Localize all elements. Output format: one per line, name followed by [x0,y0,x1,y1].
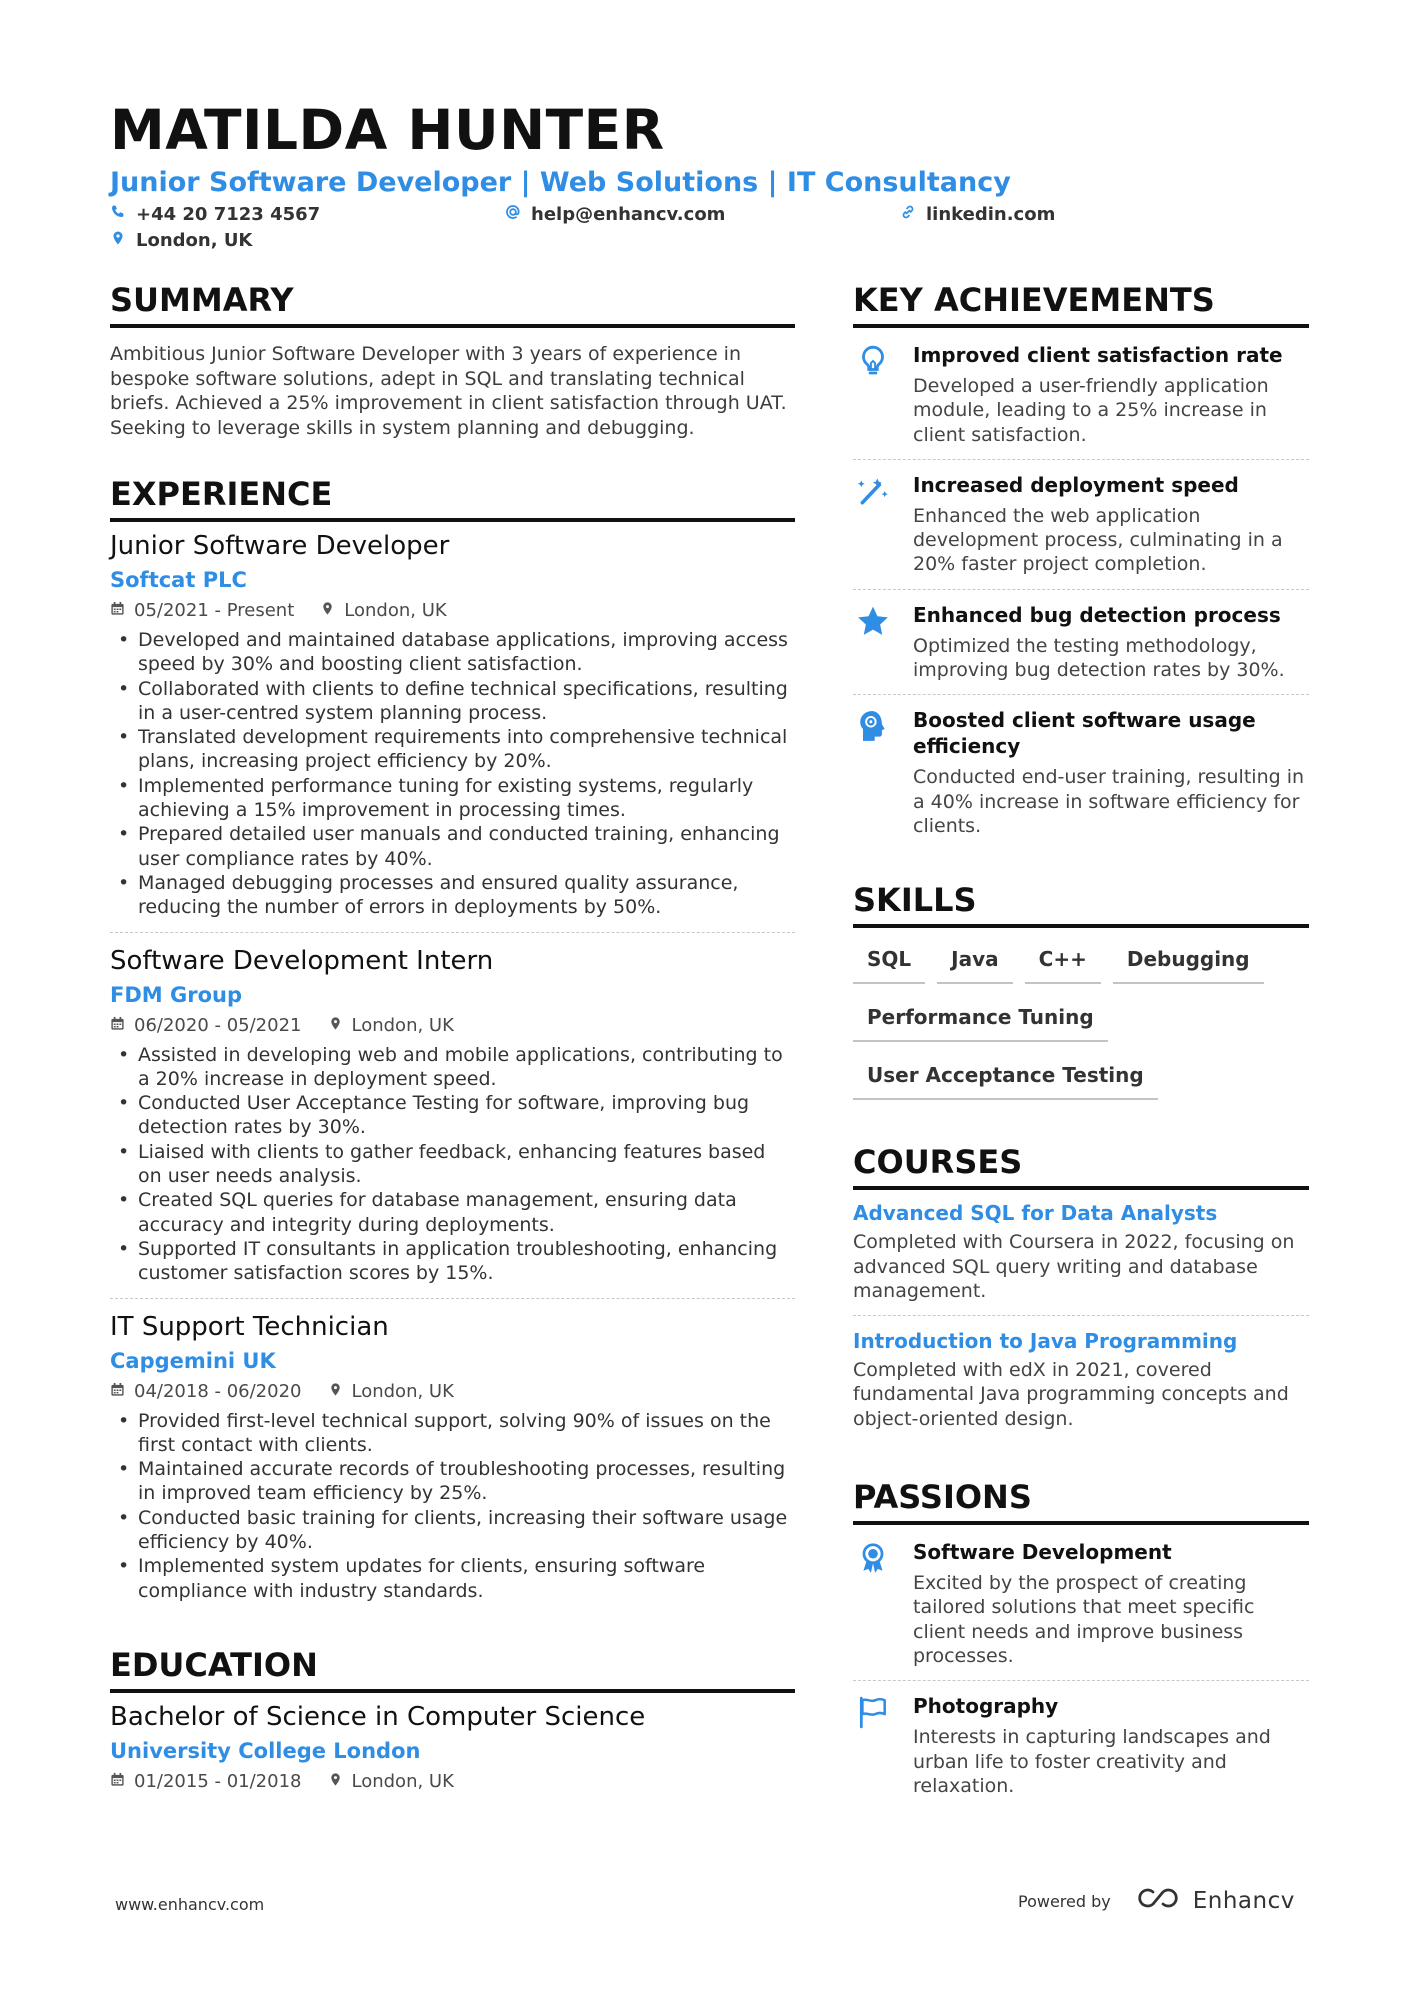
education-section [110,1645,795,1795]
achievements-title: KEY ACHIEVEMENTS [853,280,1309,328]
course-title: Introduction to Java Programming [853,1329,1238,1354]
degree-title: Bachelor of Science in Computer Science [110,1701,646,1732]
passion-desc: Excited by the prospect of creating tailored solutions that meet specific client needs and improve business processes. [913,1572,1255,1667]
courses-section [853,1142,1309,1443]
magic-wand-icon [853,472,893,577]
phone-icon [110,204,126,225]
skill-tag: Debugging [1113,940,1264,984]
achievement-item [853,460,1309,590]
education-dates [110,1769,302,1795]
bullet-item: • Translated development requirements into comprehensive technical plans, increasing project efficiency by 20%. [110,725,795,774]
achievement-title: Increased deployment speed [913,472,1239,497]
achievement-title: Improved client satisfaction rate [913,343,1283,367]
achievement-title: Boosted client software usage efficiency [913,708,1256,759]
job-location-text: London, UK [344,600,447,621]
left-column [110,280,795,1795]
passion-desc: Interests in capturing landscapes and urban life to foster creativity and relaxation. [913,1726,1271,1797]
contact-email[interactable] [505,204,725,225]
company-name: FDM Group [110,982,242,1007]
skill-tag: SQL [853,940,925,984]
contact-phone [110,204,320,225]
bullet-item: • Provided first-level technical support, solving 90% of issues on the first contact with clients. [110,1409,795,1458]
course-item [853,1328,1309,1443]
job-meta [110,1379,795,1405]
education-location-text: London, UK [351,1770,454,1792]
resume-header [110,98,1310,260]
school-name: University College London [110,1738,421,1763]
bullet-item: • Collaborated with clients to define technical specifications, resulting in a user-centred system planning process. [110,677,795,726]
education-location [328,1769,454,1795]
bullet-item: • Assisted in developing web and mobile applications, contributing to a 20% increase in deployment speed. [110,1043,795,1092]
email-text: help@enhancv.com [531,204,726,225]
achievement-item [853,330,1309,460]
experience-entry [110,530,795,933]
achievement-desc: Developed a user-friendly application module, leading to a 25% increase in client satisfaction. [913,375,1269,446]
summary-text: Ambitious Junior Software Developer with 3 years of experience in bespoke software solutions, adept in SQL and translating technical briefs. Achieved a 25% improvement in client satisfaction through UAT. Seeking to leverage skills in system planning and debugging. [110,343,787,439]
course-title: Advanced SQL for Data Analysts [853,1201,1218,1226]
phone-text: +44 20 7123 4567 [136,204,321,225]
bullet-item: • Maintained accurate records of troubleshooting processes, resulting in improved team efficiency by 25%. [110,1457,795,1506]
contact-info [110,204,1310,260]
bullet-item: • Prepared detailed user manuals and conducted training, enhancing user compliance rates by 40%. [110,822,795,871]
passions-title: PASSIONS [853,1477,1309,1525]
skill-tag: Java [937,940,1012,984]
award-ribbon-icon [853,1539,893,1668]
job-location-text: London, UK [351,1014,454,1036]
footer-powered [1018,1885,1295,1917]
achievements-section [853,280,1309,850]
job-meta [110,598,795,624]
job-dates [110,1379,302,1405]
skills-section [853,880,1309,1100]
course-item [853,1200,1309,1316]
skills-list [853,940,1309,1100]
location-pin-icon [328,1769,343,1795]
company-name: Capgemini UK [110,1348,276,1373]
passion-title: Software Development [913,1540,1172,1565]
enhancv-logo-icon [1133,1885,1181,1917]
brand-name: Enhancv [1192,1888,1295,1914]
right-column [853,280,1309,1810]
calendar-icon [110,1379,125,1405]
footer-website[interactable]: www.enhancv.com [115,1895,265,1914]
job-dates-text: 05/2021 - Present [134,600,295,621]
job-title: Software Development Intern [110,945,494,976]
experience-entry [110,945,795,1299]
at-sign-icon [505,204,521,225]
location-pin-icon [328,1013,343,1039]
job-dates-text: 06/2020 - 05/2021 [134,1014,302,1036]
achievement-desc: Conducted end-user training, resulting in a 40% increase in software efficiency for clients. [913,766,1305,837]
location-pin-icon [328,1379,343,1405]
experience-entry [110,1311,795,1615]
education-meta [110,1769,795,1795]
passion-item [853,1681,1309,1810]
passions-section [853,1477,1309,1810]
bullet-item: • Conducted User Acceptance Testing for software, improving bug detection rates by 30%. [110,1091,795,1140]
lightbulb-icon [853,342,893,447]
education-title: EDUCATION [110,1645,795,1693]
course-desc: Completed with edX in 2021, covered fundamental Java programming concepts and object-oriented design. [853,1359,1289,1430]
skill-tag: C++ [1025,940,1101,984]
calendar-icon [110,598,125,624]
candidate-name: MATILDA HUNTER [110,98,665,162]
bullet-item: • Created SQL queries for database management, ensuring data accuracy and integrity during deployments. [110,1188,795,1237]
bullet-item: • Managed debugging processes and ensured quality assurance, reducing the number of errors in deployments by 50%. [110,871,795,920]
job-bullets [110,1043,795,1286]
brain-head-icon [853,707,893,838]
job-dates [110,1013,302,1039]
job-title: Junior Software Developer [110,531,450,561]
bullet-item: • Developed and maintained database applications, improving access speed by 30% and boosting client satisfaction. [110,628,795,677]
calendar-icon [110,1013,125,1039]
contact-location [110,230,252,251]
job-location [328,1379,454,1405]
location-pin-icon [110,230,126,251]
bullet-item: • Implemented system updates for clients, ensuring software compliance with industry standards. [110,1554,795,1603]
courses-title: COURSES [853,1142,1309,1190]
achievement-desc: Optimized the testing methodology, improving bug detection rates by 30%. [913,634,1285,682]
job-location [328,1013,454,1039]
bullet-item: • Implemented performance tuning for existing systems, regularly achieving a 15% improvement in processing times. [110,774,795,823]
passion-item [853,1527,1309,1681]
course-desc: Completed with Coursera in 2022, focusing on advanced SQL query writing and database management. [853,1231,1295,1302]
bullet-item: • Supported IT consultants in application troubleshooting, enhancing customer satisfaction scores by 15%. [110,1237,795,1286]
job-title: IT Support Technician [110,1311,389,1342]
candidate-headline: Junior Software Developer | Web Solutions | IT Consultancy [110,167,1011,198]
skills-title: SKILLS [853,880,1309,928]
experience-section [110,474,795,1615]
linkedin-text: linkedin.com [926,204,1056,225]
job-bullets [110,628,795,920]
bullet-item: • Conducted basic training for clients, increasing their software usage efficiency by 40%. [110,1506,795,1555]
summary-section [110,280,795,440]
achievement-item [853,695,1309,850]
passion-title: Photography [913,1694,1059,1719]
job-meta [110,1013,795,1039]
calendar-icon [110,1769,125,1795]
job-bullets [110,1409,795,1603]
job-location-text: London, UK [351,1380,454,1402]
job-location [320,598,446,624]
star-icon [853,602,893,683]
link-icon [900,204,916,225]
experience-title: EXPERIENCE [110,474,795,522]
powered-by-text: Powered by [1018,1891,1111,1911]
brand-logo[interactable] [1133,1885,1295,1917]
skill-tag: User Acceptance Testing [853,1056,1158,1100]
bullet-item: • Liaised with clients to gather feedback, enhancing features based on user needs analysis. [110,1140,795,1189]
contact-linkedin[interactable] [900,204,1055,225]
company-name: Softcat PLC [110,568,247,592]
achievement-title: Enhanced bug detection process [913,602,1281,627]
achievement-desc: Enhanced the web application development process, culminating in a 20% faster project completion. [913,504,1283,576]
location-text: London, UK [136,230,253,251]
job-dates-text: 04/2018 - 06/2020 [134,1380,302,1402]
location-pin-icon [320,598,335,624]
skill-tag: Performance Tuning [853,998,1108,1042]
flag-icon [853,1693,893,1798]
education-dates-text: 01/2015 - 01/2018 [134,1770,302,1792]
achievement-item [853,590,1309,696]
summary-title: SUMMARY [110,280,795,328]
job-dates [110,598,294,624]
